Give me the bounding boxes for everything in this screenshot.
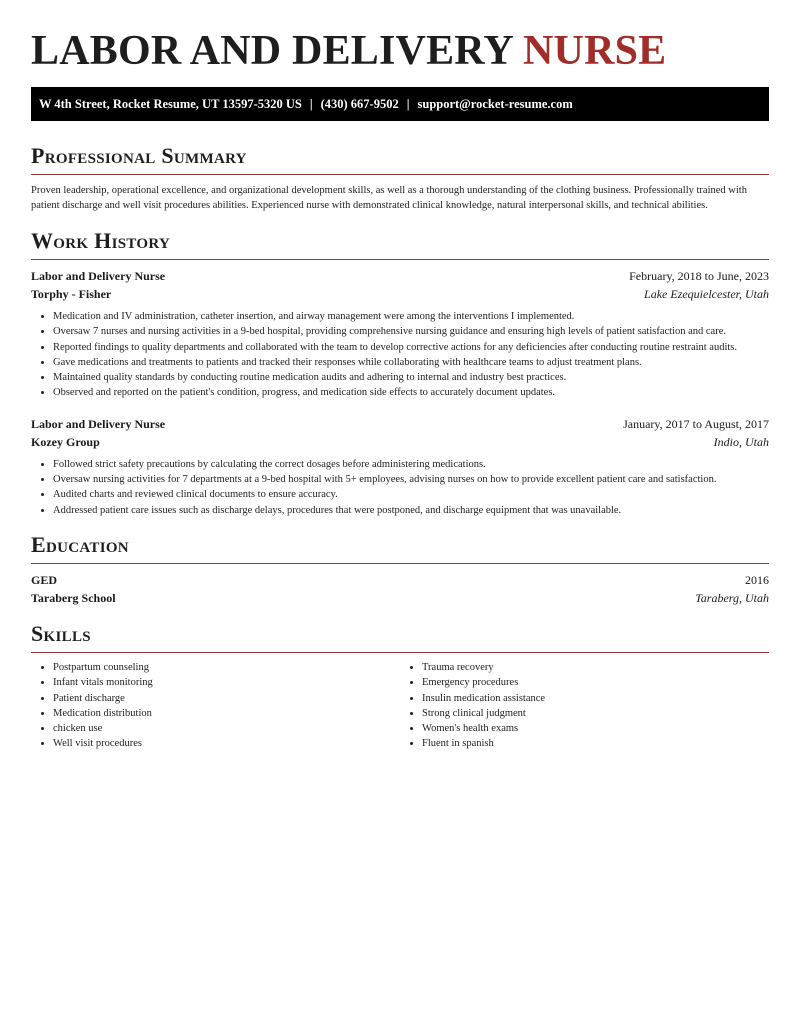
education-school: Taraberg School xyxy=(31,590,116,605)
section-title-work: Work History xyxy=(31,228,171,253)
job-location: Indio, Utah xyxy=(713,434,769,449)
contact-bar xyxy=(31,87,769,121)
skill-item: • Fluent in spanish xyxy=(422,736,769,751)
skill-item: • Patient discharge xyxy=(53,691,400,706)
job-bullet: • Oversaw nursing activities for 7 departments at a 9-bed hospital with 5+ employees, advising nurses on how to provide excellent patient care and satisfaction. xyxy=(53,472,769,487)
contact-separator: | xyxy=(309,96,313,111)
job-bullet: • Observed and reported on the patient's condition, progress, and medication side effects to accurately document updates. xyxy=(53,385,769,400)
skill-item: • Insulin medication assistance xyxy=(422,691,769,706)
section-divider xyxy=(31,259,769,260)
skill-item: • Postpartum counseling xyxy=(53,660,400,675)
section-title-skills: Skills xyxy=(31,620,91,646)
job-dates: January, 2017 to August, 2017 xyxy=(623,416,769,431)
job-entry xyxy=(31,267,769,401)
skill-item: • Well visit procedures xyxy=(53,736,400,751)
skills-list-left xyxy=(31,660,400,752)
job-dates: February, 2018 to June, 2023 xyxy=(629,269,769,283)
name-main: LABOR AND DELIVERY xyxy=(31,28,513,74)
job-location: Lake Ezequielcester, Utah xyxy=(644,287,769,301)
contact-phone: (430) 667-9502 xyxy=(320,96,399,111)
job-bullet: • Oversaw 7 nurses and nursing activities in a 9-bed hospital, providing comprehensive nursing guidance and ensuring high levels of patient satisfaction and care. xyxy=(53,324,769,339)
skill-item: • Medication distribution xyxy=(53,706,400,721)
resume-page xyxy=(31,0,769,752)
job-bullet: • Medication and IV administration, catheter insertion, and airway management were among the interventions I implemented. xyxy=(53,309,769,324)
contact-email: support@rocket-resume.com xyxy=(417,96,573,111)
job-bullets xyxy=(31,309,769,401)
job-company: Kozey Group xyxy=(31,434,100,449)
job-bullet: • Maintained quality standards by conducting routine medication audits and adhering to internal and industry best practices. xyxy=(53,370,769,385)
education-location: Taraberg, Utah xyxy=(695,590,769,605)
job-bullets xyxy=(31,457,769,518)
contact-address: W 4th Street, Rocket Resume, UT 13597-5320 US xyxy=(39,96,302,111)
job-bullet: • Gave medications and treatments to patients and tracked their responses while collaborating with healthcare teams to adjust treatment plans. xyxy=(53,355,769,370)
education-degree: GED xyxy=(31,572,58,587)
job-bullet: • Addressed patient care issues such as discharge delays, procedures that were postponed, and discharge equipment that was unavailable. xyxy=(53,503,769,518)
resume-name xyxy=(31,30,769,72)
education-year: 2016 xyxy=(745,572,769,587)
job-role: Labor and Delivery Nurse xyxy=(31,269,166,283)
skill-item: • Trauma recovery xyxy=(422,660,769,675)
skill-item: • Strong clinical judgment xyxy=(422,706,769,721)
skill-item: • chicken use xyxy=(53,721,400,736)
section-divider xyxy=(31,174,769,175)
name-accent: NURSE xyxy=(523,28,667,74)
section-title-summary: Professional Summary xyxy=(31,143,247,168)
summary-text: Proven leadership, operational excellence, and organizational development skills, as well as a thorough understanding of the clothing business. Professionally trained with patient discharge and well visit procedures abilities. Experienced nurse with demonstrated clinical knowledge, natural interpersonal skills, and technical abilities. xyxy=(31,185,747,211)
job-bullet: • Reported findings to quality departments and collaborated with the team to develop corrective actions for any deficiencies after conducting routine restraint audits. xyxy=(53,340,769,355)
section-divider xyxy=(31,652,769,653)
skills-columns xyxy=(31,660,769,752)
job-bullet: • Followed strict safety precautions by calculating the correct dosages before administering medications. xyxy=(53,457,769,472)
skills-list-right xyxy=(400,660,769,752)
skill-item: • Infant vitals monitoring xyxy=(53,675,400,690)
job-role: Labor and Delivery Nurse xyxy=(31,416,166,431)
job-company: Torphy - Fisher xyxy=(31,287,112,301)
section-title-education: Education xyxy=(31,531,129,557)
contact-separator: | xyxy=(406,96,410,111)
skill-item: • Women's health exams xyxy=(422,721,769,736)
job-bullet: • Audited charts and reviewed clinical documents to ensure accuracy. xyxy=(53,487,769,502)
job-entry xyxy=(31,415,769,518)
skill-item: • Emergency procedures xyxy=(422,675,769,690)
section-divider xyxy=(31,563,769,564)
